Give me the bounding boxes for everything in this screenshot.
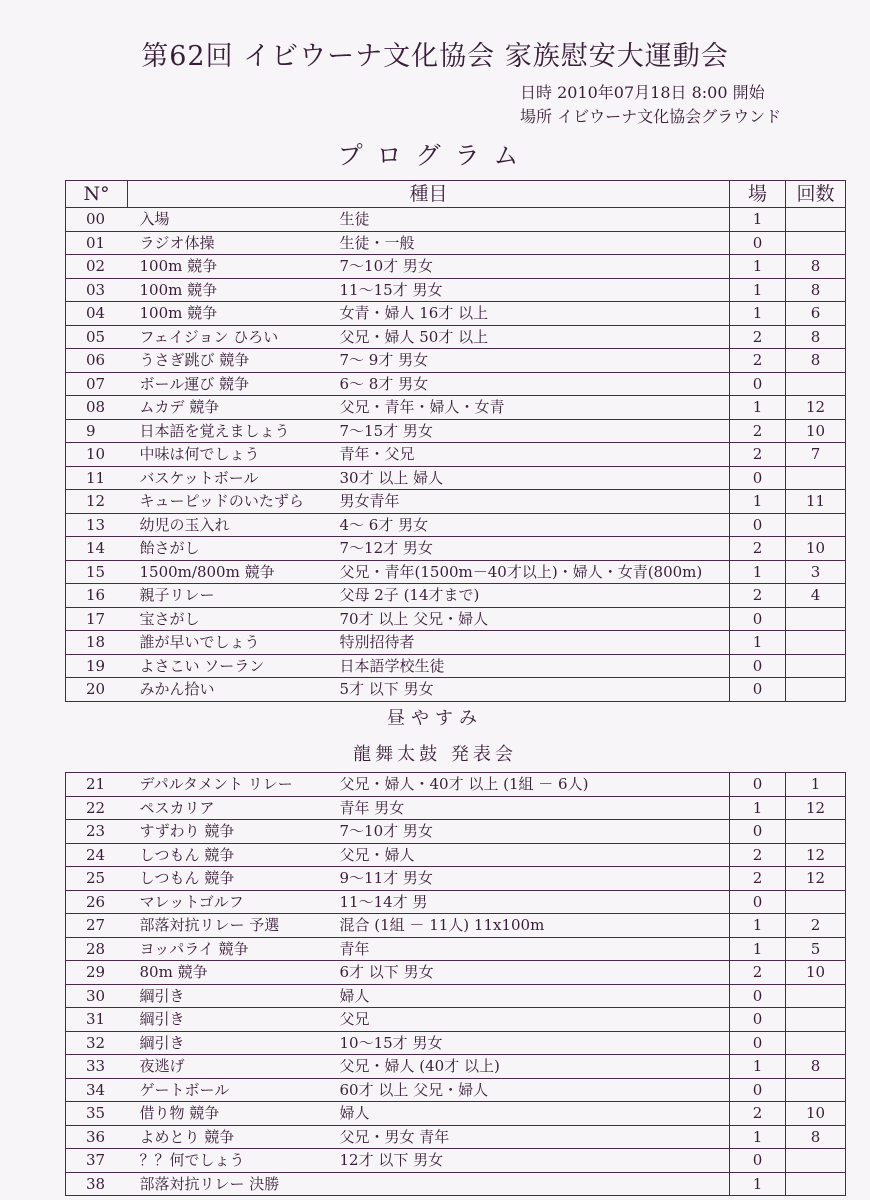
- participants: 30才 以上 婦人: [334, 466, 730, 490]
- morning-program-table: [65, 180, 846, 702]
- participants: 父母 2子 (14才まで): [334, 584, 730, 608]
- field-number: 0: [730, 1031, 786, 1055]
- table-row: [66, 654, 846, 678]
- table-row: [66, 372, 846, 396]
- participants: 父兄・青年・婦人・女青: [334, 396, 730, 420]
- participants: 父兄・男女 青年: [334, 1125, 730, 1149]
- participants: 6〜 8才 男女: [334, 372, 730, 396]
- row-number: 9: [66, 419, 128, 443]
- row-number: 13: [66, 513, 128, 537]
- table-row: [66, 607, 846, 631]
- field-number: 2: [730, 443, 786, 467]
- event-name: キューピッドのいたずら: [128, 490, 334, 514]
- field-number: 1: [730, 796, 786, 820]
- participants: 父兄: [334, 1008, 730, 1032]
- event-name: フェイジョン ひろい: [128, 325, 334, 349]
- round-count: [786, 654, 846, 678]
- round-count: [786, 1078, 846, 1102]
- event-name: 中味は何でしょう: [128, 443, 334, 467]
- event-name: みかん拾い: [128, 678, 334, 702]
- field-number: 0: [730, 1008, 786, 1032]
- table-row: [66, 914, 846, 938]
- event-datetime: 日時 2010年07月18日 8:00 開始: [520, 83, 765, 102]
- field-number: 0: [730, 654, 786, 678]
- table-row: [66, 1172, 846, 1196]
- event-name: 親子リレー: [128, 584, 334, 608]
- row-number: 24: [66, 843, 128, 867]
- field-number: 2: [730, 961, 786, 985]
- row-number: 37: [66, 1149, 128, 1173]
- row-number: 35: [66, 1102, 128, 1126]
- participants: 11〜14才 男: [334, 890, 730, 914]
- table-row: [66, 678, 846, 702]
- event-name: マレットゴルフ: [128, 890, 334, 914]
- participants: 7〜15才 男女: [334, 419, 730, 443]
- participants: 男女青年: [334, 490, 730, 514]
- participants: 婦人: [334, 984, 730, 1008]
- row-number: 12: [66, 490, 128, 514]
- table-row: [66, 537, 846, 561]
- field-number: 1: [730, 937, 786, 961]
- field-number: 0: [730, 984, 786, 1008]
- table-row: [66, 443, 846, 467]
- morning-rows: [66, 208, 846, 702]
- afternoon-rows: [66, 773, 846, 1196]
- row-number: 10: [66, 443, 128, 467]
- row-number: 31: [66, 1008, 128, 1032]
- field-number: 1: [730, 278, 786, 302]
- event-name: 部落対抗リレー 決勝: [128, 1172, 334, 1196]
- round-count: [786, 607, 846, 631]
- round-count: 8: [786, 1055, 846, 1079]
- field-number: 0: [730, 607, 786, 631]
- row-number: 15: [66, 560, 128, 584]
- participants: [334, 1172, 730, 1196]
- table-row: [66, 631, 846, 655]
- participants: 10〜15才 男女: [334, 1031, 730, 1055]
- round-count: 7: [786, 443, 846, 467]
- round-count: 4: [786, 584, 846, 608]
- round-count: 5: [786, 937, 846, 961]
- participants: 父兄・青年(1500m－40才以上)・婦人・女青(800m): [334, 560, 730, 584]
- event-name: デパルタメント リレー: [128, 773, 334, 797]
- table-row: [66, 466, 846, 490]
- round-count: 12: [786, 843, 846, 867]
- field-number: 2: [730, 349, 786, 373]
- round-count: 10: [786, 961, 846, 985]
- table-row: [66, 278, 846, 302]
- field-number: 1: [730, 396, 786, 420]
- table-row: [66, 820, 846, 844]
- row-number: 25: [66, 867, 128, 891]
- event-name: うさぎ跳び 競争: [128, 349, 334, 373]
- field-number: 0: [730, 372, 786, 396]
- participants: 9〜11才 男女: [334, 867, 730, 891]
- row-number: 32: [66, 1031, 128, 1055]
- round-count: 10: [786, 419, 846, 443]
- table-row: [66, 419, 846, 443]
- row-number: 20: [66, 678, 128, 702]
- field-number: 2: [730, 843, 786, 867]
- round-count: 2: [786, 914, 846, 938]
- participants: 青年: [334, 937, 730, 961]
- table-row: [66, 773, 846, 797]
- participants: 混合 (1組 － 11人) 11x100m: [334, 914, 730, 938]
- event-name: 部落対抗リレー 予選: [128, 914, 334, 938]
- table-row: [66, 208, 846, 232]
- table-row: [66, 490, 846, 514]
- table-row: [66, 937, 846, 961]
- afternoon-program-table: [65, 772, 846, 1196]
- table-row: [66, 1102, 846, 1126]
- participants: 11〜15才 男女: [334, 278, 730, 302]
- round-count: 12: [786, 796, 846, 820]
- participants: 4〜 6才 男女: [334, 513, 730, 537]
- event-name: 100m 競争: [128, 278, 334, 302]
- table-row: [66, 890, 846, 914]
- field-number: 2: [730, 537, 786, 561]
- event-name: 夜逃げ: [128, 1055, 334, 1079]
- round-count: [786, 466, 846, 490]
- row-number: 11: [66, 466, 128, 490]
- round-count: 8: [786, 1125, 846, 1149]
- field-number: 1: [730, 208, 786, 232]
- row-number: 27: [66, 914, 128, 938]
- row-number: 30: [66, 984, 128, 1008]
- event-name: 綱引き: [128, 1008, 334, 1032]
- table-row: [66, 325, 846, 349]
- event-name: 宝さがし: [128, 607, 334, 631]
- event-name: 1500m/800m 競争: [128, 560, 334, 584]
- field-number: 0: [730, 231, 786, 255]
- round-count: [786, 372, 846, 396]
- round-count: [786, 513, 846, 537]
- row-number: 02: [66, 255, 128, 279]
- row-number: 01: [66, 231, 128, 255]
- field-number: 1: [730, 1172, 786, 1196]
- field-number: 0: [730, 773, 786, 797]
- field-number: 0: [730, 1078, 786, 1102]
- event-name: ヨッパライ 競争: [128, 937, 334, 961]
- participants: 7〜10才 男女: [334, 255, 730, 279]
- column-header-event: 種目: [128, 181, 730, 208]
- row-number: 07: [66, 372, 128, 396]
- field-number: 0: [730, 890, 786, 914]
- participants: 7〜 9才 男女: [334, 349, 730, 373]
- participants: 日本語学校生徒: [334, 654, 730, 678]
- table-row: [66, 867, 846, 891]
- event-name: しつもん 競争: [128, 843, 334, 867]
- column-header-field: 場: [730, 181, 786, 208]
- participants: 父兄・婦人 50才 以上: [334, 325, 730, 349]
- column-header-count: 回数: [786, 181, 846, 208]
- row-number: 18: [66, 631, 128, 655]
- round-count: 6: [786, 302, 846, 326]
- table-row: [66, 1055, 846, 1079]
- event-name: 100m 競争: [128, 302, 334, 326]
- round-count: [786, 231, 846, 255]
- row-number: 17: [66, 607, 128, 631]
- field-number: 1: [730, 560, 786, 584]
- round-count: 8: [786, 278, 846, 302]
- table-row: [66, 560, 846, 584]
- participants: 父兄・婦人: [334, 843, 730, 867]
- participants: 婦人: [334, 1102, 730, 1126]
- round-count: 8: [786, 349, 846, 373]
- event-name: 綱引き: [128, 1031, 334, 1055]
- round-count: 8: [786, 255, 846, 279]
- participants: 青年・父兄: [334, 443, 730, 467]
- column-header-no: N°: [66, 181, 128, 208]
- field-number: 0: [730, 1149, 786, 1173]
- participants: 7〜10才 男女: [334, 820, 730, 844]
- field-number: 1: [730, 1055, 786, 1079]
- field-number: 1: [730, 255, 786, 279]
- field-number: 2: [730, 867, 786, 891]
- round-count: 12: [786, 396, 846, 420]
- participants: 女青・婦人 16才 以上: [334, 302, 730, 326]
- participants: 7〜12才 男女: [334, 537, 730, 561]
- event-name: よめとり 競争: [128, 1125, 334, 1149]
- participants: 生徒・一般: [334, 231, 730, 255]
- table-row: [66, 796, 846, 820]
- row-number: 03: [66, 278, 128, 302]
- round-count: [786, 984, 846, 1008]
- row-number: 23: [66, 820, 128, 844]
- event-name: 飴さがし: [128, 537, 334, 561]
- table-row: [66, 843, 846, 867]
- field-number: 2: [730, 1102, 786, 1126]
- event-name: しつもん 競争: [128, 867, 334, 891]
- row-number: 34: [66, 1078, 128, 1102]
- row-number: 08: [66, 396, 128, 420]
- round-count: 10: [786, 537, 846, 561]
- field-number: 0: [730, 820, 786, 844]
- event-name: 借り物 競争: [128, 1102, 334, 1126]
- table-row: [66, 1008, 846, 1032]
- table-row: [66, 1031, 846, 1055]
- row-number: 06: [66, 349, 128, 373]
- field-number: 1: [730, 490, 786, 514]
- participants: 60才 以上 父兄・婦人: [334, 1078, 730, 1102]
- table-row: [66, 231, 846, 255]
- row-number: 38: [66, 1172, 128, 1196]
- field-number: 1: [730, 302, 786, 326]
- program-heading: プログラム: [337, 141, 533, 170]
- event-name: 幼児の玉入れ: [128, 513, 334, 537]
- event-name: 80m 競争: [128, 961, 334, 985]
- event-name: よさこい ソーラン: [128, 654, 334, 678]
- event-name: すずわり 競争: [128, 820, 334, 844]
- participants: 父兄・婦人 (40才 以上): [334, 1055, 730, 1079]
- row-number: 00: [66, 208, 128, 232]
- field-number: 2: [730, 584, 786, 608]
- round-count: [786, 631, 846, 655]
- round-count: [786, 890, 846, 914]
- event-name: バスケットボール: [128, 466, 334, 490]
- row-number: 05: [66, 325, 128, 349]
- round-count: 3: [786, 560, 846, 584]
- event-name: ラジオ体操: [128, 231, 334, 255]
- table-row: [66, 984, 846, 1008]
- row-number: 22: [66, 796, 128, 820]
- field-number: 1: [730, 914, 786, 938]
- field-number: 2: [730, 419, 786, 443]
- row-number: 28: [66, 937, 128, 961]
- round-count: 11: [786, 490, 846, 514]
- table-row: [66, 513, 846, 537]
- page-title: 第62回 イビウーナ文化協会 家族慰安大運動会: [141, 41, 729, 72]
- field-number: 0: [730, 466, 786, 490]
- row-number: 14: [66, 537, 128, 561]
- row-number: 26: [66, 890, 128, 914]
- participants: 父兄・婦人・40才 以上 (1組 － 6人): [334, 773, 730, 797]
- lunch-break-label: 昼やすみ: [387, 708, 483, 729]
- table-row: [66, 349, 846, 373]
- field-number: 2: [730, 325, 786, 349]
- event-name: ゲートボール: [128, 1078, 334, 1102]
- event-place: 場所 イビウーナ文化協会グラウンド: [520, 107, 782, 126]
- row-number: 36: [66, 1125, 128, 1149]
- row-number: 33: [66, 1055, 128, 1079]
- row-number: 19: [66, 654, 128, 678]
- event-name: 100m 競争: [128, 255, 334, 279]
- event-name: 日本語を覚えましょう: [128, 419, 334, 443]
- event-name: ？？何でしょう: [128, 1149, 334, 1173]
- row-number: 16: [66, 584, 128, 608]
- table-row: [66, 1078, 846, 1102]
- table-row: [66, 1149, 846, 1173]
- event-name: 入場: [128, 208, 334, 232]
- table-row: [66, 396, 846, 420]
- row-number: 29: [66, 961, 128, 985]
- field-number: 1: [730, 1125, 786, 1149]
- row-number: 21: [66, 773, 128, 797]
- round-count: 12: [786, 867, 846, 891]
- round-count: 10: [786, 1102, 846, 1126]
- event-name: ペスカリア: [128, 796, 334, 820]
- event-name: 誰が早いでしょう: [128, 631, 334, 655]
- field-number: 0: [730, 678, 786, 702]
- round-count: [786, 208, 846, 232]
- table-row: [66, 584, 846, 608]
- field-number: 1: [730, 631, 786, 655]
- round-count: [786, 1172, 846, 1196]
- table-row: [66, 302, 846, 326]
- table-header-row: [66, 181, 846, 208]
- row-number: 04: [66, 302, 128, 326]
- round-count: 8: [786, 325, 846, 349]
- table-row: [66, 1125, 846, 1149]
- event-name: ボール運び 競争: [128, 372, 334, 396]
- round-count: 1: [786, 773, 846, 797]
- participants: 12才 以下 男女: [334, 1149, 730, 1173]
- participants: 5才 以下 男女: [334, 678, 730, 702]
- field-number: 0: [730, 513, 786, 537]
- participants: 生徒: [334, 208, 730, 232]
- round-count: [786, 1008, 846, 1032]
- round-count: [786, 678, 846, 702]
- event-name: ムカデ 競争: [128, 396, 334, 420]
- round-count: [786, 1031, 846, 1055]
- participants: 特別招待者: [334, 631, 730, 655]
- participants: 青年 男女: [334, 796, 730, 820]
- table-row: [66, 255, 846, 279]
- taiko-show-label: 龍舞太鼓 発表会: [353, 744, 517, 765]
- participants: 70才 以上 父兄・婦人: [334, 607, 730, 631]
- participants: 6才 以下 男女: [334, 961, 730, 985]
- event-name: 綱引き: [128, 984, 334, 1008]
- round-count: [786, 1149, 846, 1173]
- round-count: [786, 820, 846, 844]
- table-row: [66, 961, 846, 985]
